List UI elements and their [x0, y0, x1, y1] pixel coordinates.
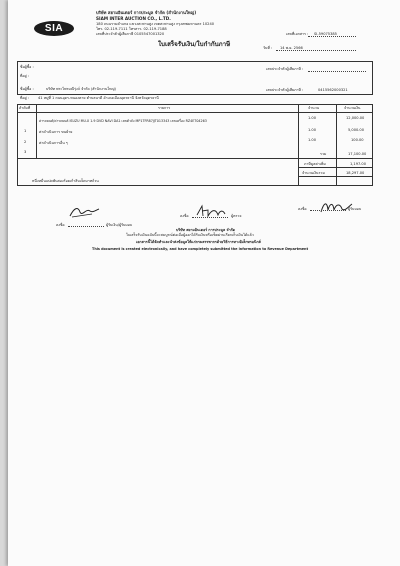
seller-address-label: ที่อยู่ : [20, 96, 29, 100]
doc-date-label: วันที่ : [263, 46, 273, 50]
buyer-tax-underline [308, 71, 366, 72]
buyer-sign-label: ผู้รับมอบ [348, 207, 362, 211]
footer-electronic-en: This document is created electronically, and have completely submitted the information to Revenue Department [92, 247, 309, 251]
company-logo: SIA [34, 21, 74, 36]
col-header-amount: จำนวนเงิน [344, 106, 361, 110]
buyer-sign-line [310, 210, 346, 211]
doc-date-value: 14 พ.ย. 2566 [280, 46, 303, 50]
total-value: 17,100.00 [348, 152, 367, 156]
col-header-desc: รายการ [158, 106, 171, 110]
buyer-name-label: ชื่อผู้ซื้อ : [20, 65, 34, 69]
table-row-2-qty: 1.00 [308, 128, 317, 132]
company-tax-id: เลขที่ประจำตัวผู้เสียภาษี 0105547001320 [96, 32, 165, 36]
document-sheet [8, 0, 400, 566]
seller-name-label: ชื่อผู้ซื้อ : [20, 87, 34, 91]
sign-label-2: ลงชื่อ [180, 214, 189, 218]
table-vat-divider [298, 167, 373, 168]
table-total-divider [17, 158, 373, 159]
table-row-2-no: 2 [24, 140, 27, 144]
doc-date-underline [276, 50, 356, 51]
table-col-divider-2 [298, 104, 299, 186]
footer-company: บริษัท สยามอินเตอร์ การประมูล จำกัด [176, 228, 236, 232]
table-row-3-amount: 100.00 [351, 138, 364, 142]
col-header-qty: จำนวน [308, 106, 320, 110]
vat-value: 1,197.00 [350, 162, 367, 166]
footer-receipt-note: ใบเสร็จรับเงินฉบับนี้จะสมบูรณ์ต่อเมื่อผู้ออกได้รับเงินหรือเช็คผ่านเรียกเก็บเงินได้แล้ว [126, 233, 254, 237]
doc-no-value: SI-59075385 [314, 32, 337, 36]
table-row-1-desc: ค่ารถยนต์/ค่ารถยนต์ ISUZU MU-X 1.9 DVD NAVI DA1 เลขตัวถัง MP1TFR87JJT013343 เลขเครื่อง RZ4ET04263 [39, 119, 207, 123]
approver-sign-line [192, 217, 228, 218]
receiver-signature [66, 204, 102, 220]
company-name-th: บริษัท สยามอินเตอร์ การประมูล จำกัด (สำนักงานใหญ่) [96, 10, 197, 15]
receiver-sign-line [68, 226, 104, 227]
table-row-3-no: 3 [24, 150, 27, 154]
seller-address-value: 41 หมู่ที่ 1 ถนนอุดร-หนองคาย ตำบลนาดี อำเภอเมืองอุดรธานี จังหวัดอุดรธานี [38, 96, 159, 100]
doc-no-label: เลขที่เอกสาร : [286, 32, 309, 36]
footer-electronic-th: เอกสารนี้ได้จัดทำและนำส่งข้อมูลให้แก่กรมสรรพากรด้วยวิธีการทางอิเล็กทรอนิกส์ [136, 240, 261, 244]
sign-label-3: ลงชื่อ [298, 207, 307, 211]
company-name-en: SIAM INTER AUCTION CO., L.TD. [96, 16, 171, 21]
document-title: ใบเสร็จรับเงิน/ใบกำกับภาษี [158, 41, 231, 48]
grand-total-label: จำนวนเงินรวม [302, 171, 325, 175]
seller-tax-label: เลขประจำตัวผู้เสียภาษี : [266, 88, 304, 92]
sign-label-1: ลงชื่อ [56, 223, 65, 227]
total-label: รวม [320, 152, 327, 156]
table-row-1-no: 1 [24, 129, 27, 133]
amount-in-words: หนึ่งหมื่นแปดพันสองร้อยเก้าสิบเจ็ดบาทถ้วน [32, 179, 99, 183]
approver-label: ผู้ตรวจ [231, 214, 242, 218]
buyer-address-label: ที่อยู่ : [20, 74, 29, 78]
table-header-divider [17, 112, 373, 113]
grand-total-value: 18,297.00 [346, 171, 365, 175]
table-col-divider-1 [36, 104, 37, 158]
seller-name-value: บริษัท พระไพรมณีรุ่งจ์ จำกัด (สำนักงานใหญ่) [46, 87, 116, 91]
receiver-label: ผู้รับเงิน/ผู้รับมอบ [106, 223, 133, 227]
doc-no-underline [308, 36, 356, 37]
table-row-1-amount: 12,000.00 [346, 116, 365, 120]
company-phone: โทร. 02-119-7111 โทรสาร. 02-119-7188 [96, 27, 167, 31]
table-grand-divider [298, 176, 373, 177]
table-row-2-amount: 5,000.00 [348, 128, 365, 132]
buyer-tax-label: เลขประจำตัวผู้เสียภาษี : [266, 67, 304, 71]
table-row-1-qty: 1.00 [308, 116, 317, 120]
table-col-divider-3 [336, 104, 337, 186]
table-row-3-qty: 1.00 [308, 138, 317, 142]
seller-tax-value: 0415562000321 [318, 88, 348, 92]
company-address: 180 ถนนรามคำแหง แขวงสะพานสูง เขตสะพานสูง กรุงเทพมหานคร 10240 [96, 22, 215, 26]
table-row-2-desc: ค่าดำเนินการ ขนย้าย [39, 130, 73, 134]
col-header-item: ลำดับที่ [19, 106, 31, 110]
vat-label: ภาษีมูลค่าเพิ่ม [304, 162, 326, 166]
table-row-3-desc: ค่าดำเนินการอื่น ๆ [39, 141, 68, 145]
